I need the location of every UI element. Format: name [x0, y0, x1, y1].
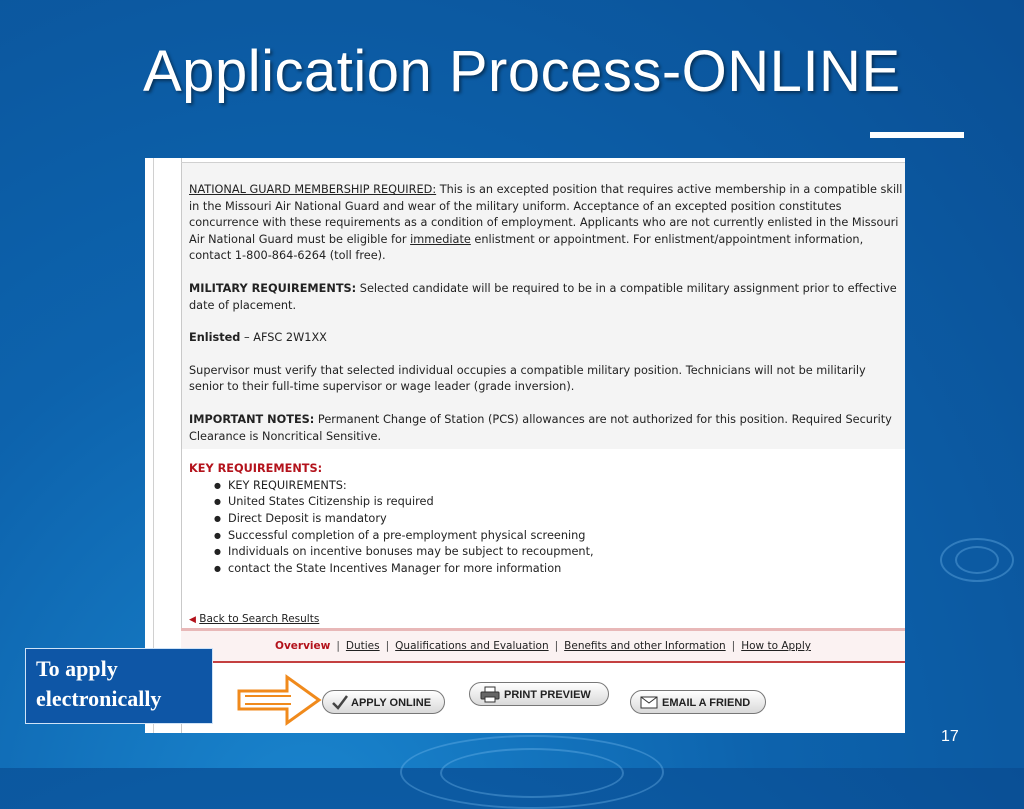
- printer-icon: [480, 686, 500, 703]
- page-number: 17: [941, 728, 959, 745]
- ripple-decoration: [955, 546, 999, 574]
- nav-separator: |: [554, 640, 559, 652]
- important-notes-paragraph: [189, 412, 903, 445]
- apply-online-label: APPLY ONLINE: [351, 697, 432, 709]
- left-triangle-icon: ◀: [189, 615, 196, 625]
- tab-duties[interactable]: Duties: [345, 640, 380, 652]
- list-item: ● Direct Deposit is mandatory: [214, 511, 903, 528]
- print-preview-label: PRINT PREVIEW: [504, 689, 591, 701]
- left-margin-line: [153, 158, 154, 733]
- immediate-link[interactable]: immediate: [410, 232, 471, 246]
- email-a-friend-button[interactable]: [630, 690, 766, 714]
- ripple-decoration: [440, 748, 624, 798]
- nav-separator: |: [385, 640, 390, 652]
- left-margin: [145, 158, 182, 733]
- print-preview-button[interactable]: [469, 682, 609, 706]
- enlisted-text: – AFSC 2W1XX: [240, 331, 327, 345]
- back-to-results-link[interactable]: Back to Search Results: [199, 613, 320, 625]
- nav-separator: |: [731, 640, 736, 652]
- envelope-icon: [640, 696, 658, 709]
- tab-overview[interactable]: Overview: [275, 640, 331, 652]
- tab-how-to-apply[interactable]: How to Apply: [741, 640, 811, 652]
- tab-qualifications[interactable]: Qualifications and Evaluation: [395, 640, 549, 652]
- ng-text-1: This is an excepted position that requires active membership in a compatible skill in the Missouri Air National Guard and wear of the military uniform. Acceptance of an excepted position constitutes concurrence with these requirements as a condition of employment. Applicants who are not currently enlisted in the Missouri Air National Guard must be eligible for: [189, 183, 903, 246]
- title-underline: [870, 132, 964, 138]
- tab-benefits[interactable]: Benefits and other Information: [564, 640, 726, 652]
- supervisor-paragraph: Supervisor must verify that selected individual occupies a compatible military position. Technicians will not be militarily senior to their full-time supervisor or wage leader (grade inversion).: [189, 363, 866, 394]
- notes-text: Permanent Change of Station (PCS) allowances are not authorized for this position. Required Security Clearance is Noncritical Sensitive.: [189, 412, 892, 443]
- list-item: ● contact the State Incentives Manager for more information: [214, 561, 903, 578]
- back-to-results[interactable]: [189, 611, 319, 629]
- mil-heading: MILITARY REQUIREMENTS:: [189, 281, 357, 295]
- ng-heading: NATIONAL GUARD MEMBERSHIP REQUIRED:: [189, 183, 437, 196]
- list-item: ● United States Citizenship is required: [214, 494, 903, 511]
- list-item: ● KEY REQUIREMENTS:: [214, 478, 903, 495]
- screenshot-panel: [145, 158, 905, 733]
- list-item: ● Successful completion of a pre-employment physical screening: [214, 528, 903, 545]
- military-requirements-paragraph: [189, 281, 903, 314]
- national-guard-paragraph: [189, 182, 903, 265]
- key-requirements-heading: KEY REQUIREMENTS:: [189, 462, 323, 476]
- ng-text-2: enlistment or appointment. For enlistment/appointment information, contact 1-800-864-6264 (toll free).: [189, 232, 864, 263]
- tab-navigation: [181, 631, 905, 663]
- key-requirements-list: [189, 478, 903, 578]
- block-arrow-icon: [237, 673, 323, 727]
- check-mark-icon: [331, 694, 349, 710]
- enlisted-heading: Enlisted: [189, 331, 241, 345]
- enlisted-paragraph: [189, 330, 903, 347]
- slide-title: Application Process-ONLINE: [143, 39, 901, 104]
- email-a-friend-label: EMAIL A FRIEND: [662, 697, 751, 709]
- mil-text: Selected candidate will be required to be in a compatible military assignment prior to effective date of placement.: [189, 281, 897, 312]
- nav-separator: |: [336, 640, 340, 652]
- notes-heading: IMPORTANT NOTES:: [189, 412, 315, 426]
- job-details: [189, 182, 903, 577]
- apply-online-button[interactable]: [322, 690, 445, 714]
- callout-box: To apply electronically: [25, 648, 213, 724]
- list-item: ● Individuals on incentive bonuses may be subject to recoupment,: [214, 544, 903, 561]
